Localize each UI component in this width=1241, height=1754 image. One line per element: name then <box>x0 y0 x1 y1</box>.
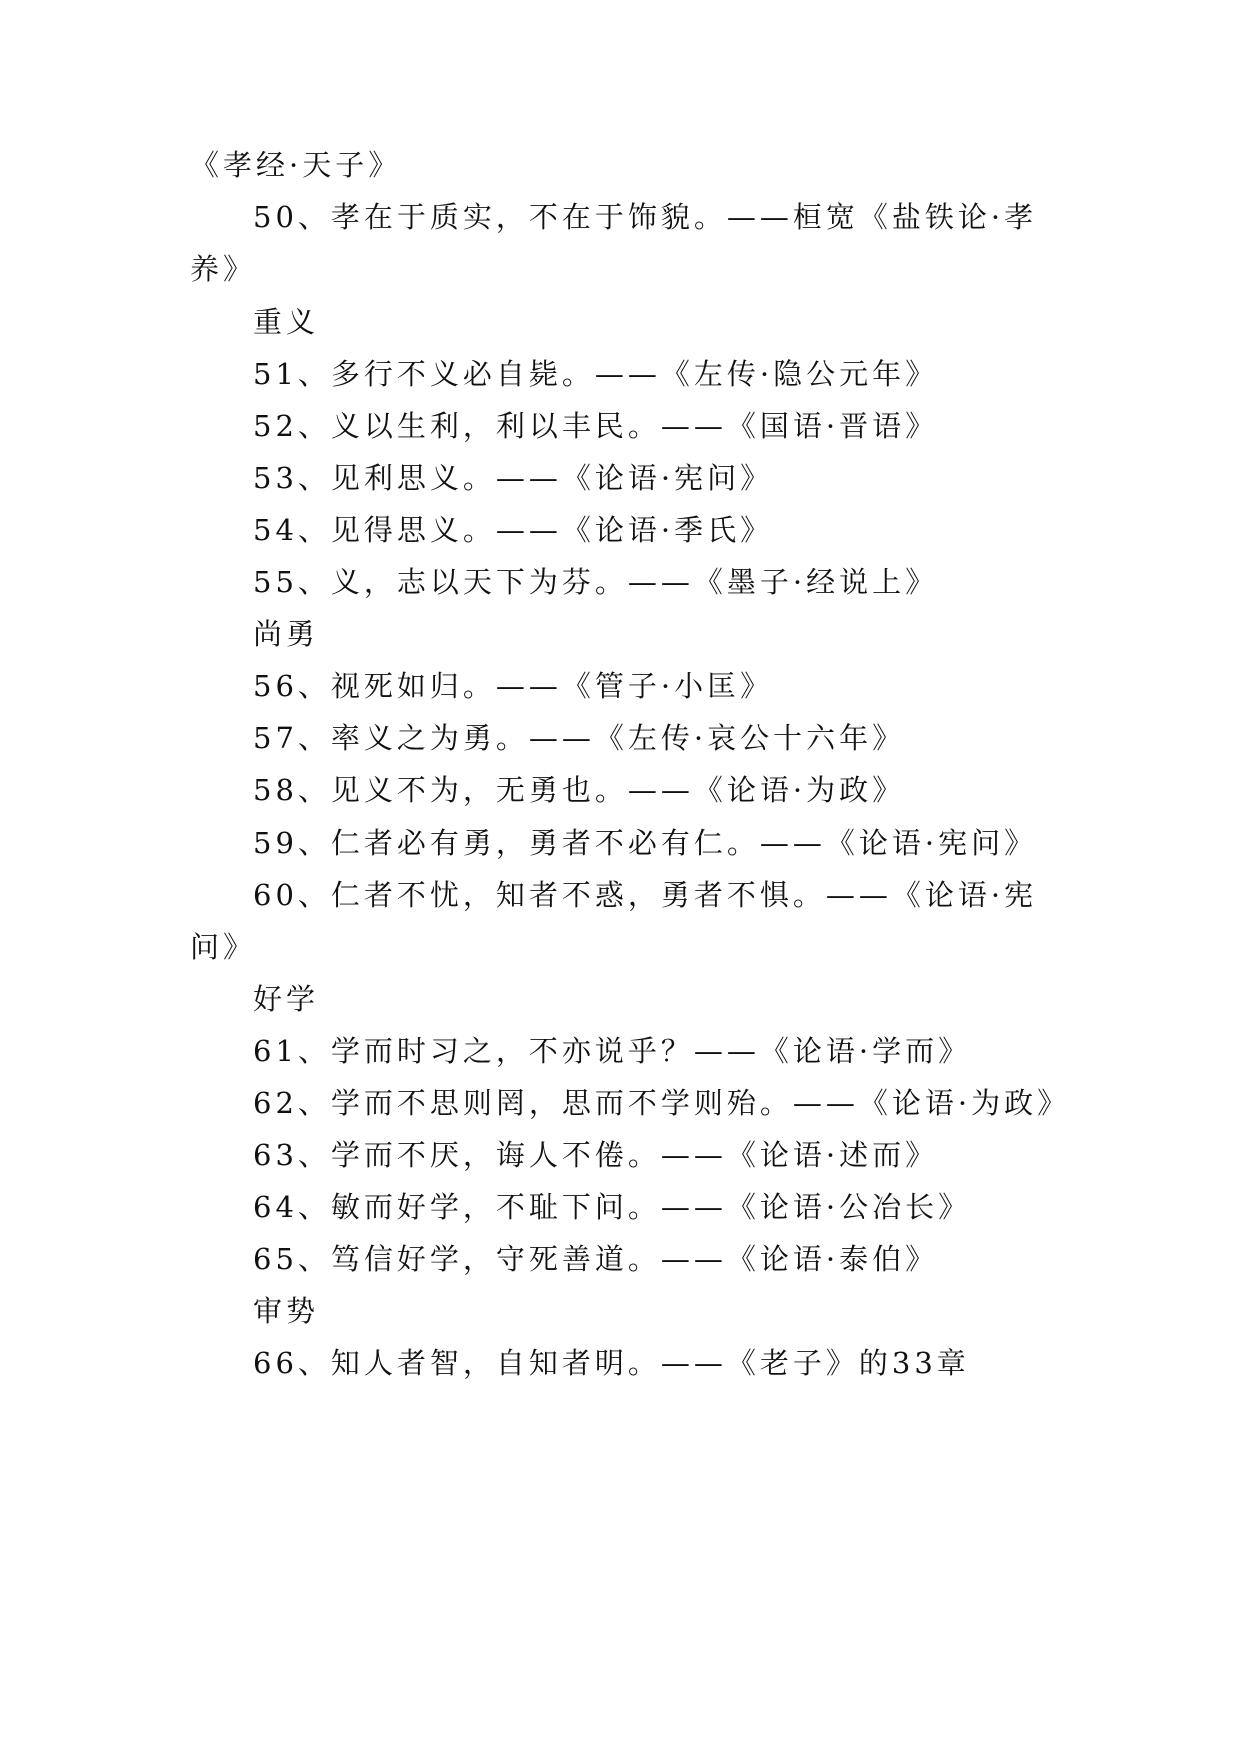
quote-line: 54、见得思义。——《论语·季氏》 <box>253 513 774 547</box>
quote-line: 51、多行不义必自毙。——《左传·隐公元年》 <box>253 357 939 391</box>
quote-line: 62、学而不思则罔，思而不学则殆。——《论语·为政》 <box>253 1086 1071 1120</box>
text-line: 《孝经·天子》 <box>190 148 402 182</box>
section-heading: 审势 <box>253 1294 320 1328</box>
quote-line: 55、义，志以天下为芬。——《墨子·经说上》 <box>253 565 939 599</box>
quote-line: 66、知人者智，自知者明。——《老子》的33章 <box>253 1346 970 1380</box>
quote-line: 53、见利思义。——《论语·宪问》 <box>253 461 774 495</box>
quote-line: 58、见义不为，无勇也。——《论语·为政》 <box>253 773 906 807</box>
quote-line: 56、视死如归。——《管子·小匡》 <box>253 669 774 703</box>
section-heading: 尚勇 <box>253 617 320 651</box>
text-line: 问》 <box>190 930 257 964</box>
quote-line: 61、学而时习之，不亦说乎？——《论语·学而》 <box>253 1034 972 1068</box>
section-heading: 重义 <box>253 305 320 339</box>
quote-line: 63、学而不厌，诲人不倦。——《论语·述而》 <box>253 1138 939 1172</box>
quote-line: 57、率义之为勇。——《左传·哀公十六年》 <box>253 721 906 755</box>
quote-line: 64、敏而好学，不耻下问。——《论语·公冶长》 <box>253 1190 972 1224</box>
section-heading: 好学 <box>253 982 320 1016</box>
quote-line: 52、义以生利，利以丰民。——《国语·晋语》 <box>253 409 939 443</box>
quote-line: 50、孝在于质实，不在于饰貌。——桓宽《盐铁论·孝 <box>253 200 1038 234</box>
quote-line: 60、仁者不忧，知者不惑，勇者不惧。——《论语·宪 <box>253 878 1038 912</box>
quote-line: 65、笃信好学，守死善道。——《论语·泰伯》 <box>253 1242 939 1276</box>
text-line: 养》 <box>190 252 257 286</box>
quote-line: 59、仁者必有勇，勇者不必有仁。——《论语·宪问》 <box>253 826 1038 860</box>
